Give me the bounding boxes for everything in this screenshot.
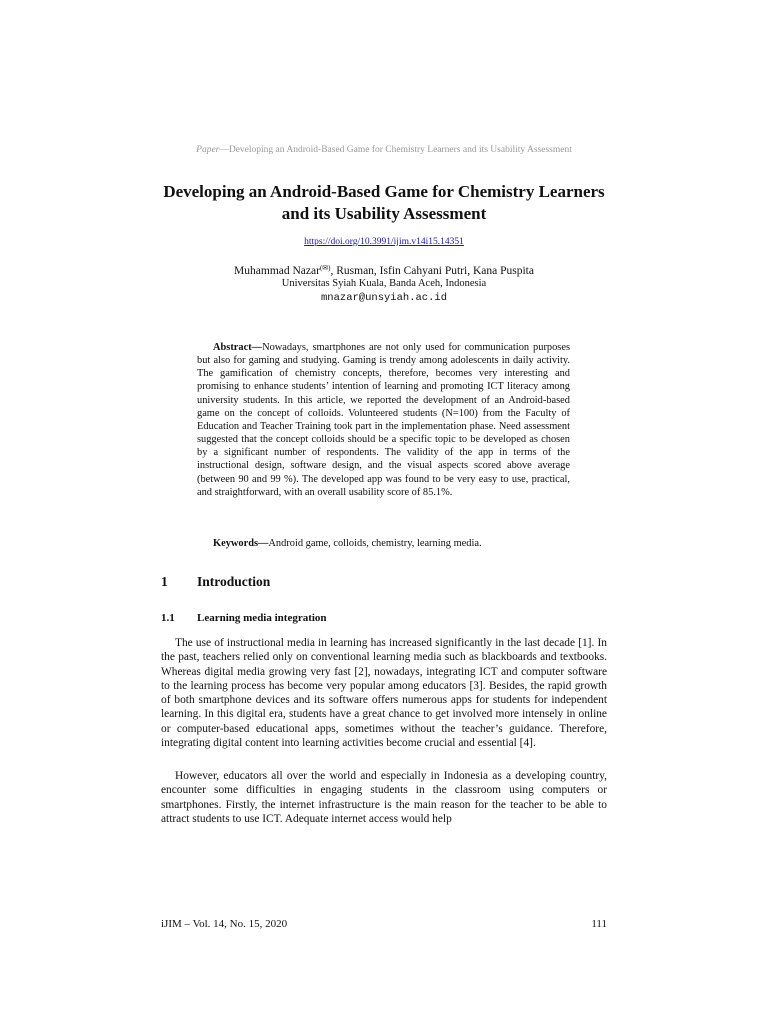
author-email: mnazar@unsyiah.ac.id — [320, 292, 448, 304]
section-title: Introduction — [197, 574, 271, 589]
subsection-heading — [161, 612, 327, 624]
running-head — [0, 145, 768, 155]
subsection-title: Learning media integration — [197, 612, 327, 624]
subsection-number: 1.1 — [161, 612, 175, 624]
section-heading — [161, 574, 270, 590]
corresponding-author: Muhammad Nazar — [234, 265, 320, 277]
keywords — [197, 538, 570, 549]
body-paragraph: The use of instructional media in learning has increased significantly in the last decade [1]. In the past, teachers relied only on conventional learning media such as blackboards and textbooks. Whereas digital media growing very fast [2], nowadays, integrating ICT and computer software to the learning process has become very popular among educators [3]. Besides, the rapid growth of both smartphone devices and its software offers numerous apps for students for independent learning. In this digital era, students have a great chance to get involved more intensely in online or computer-based educational apps, sometimes without the teacher’s guidance. Therefore, integrating digital content into learning activities become crucial and essential [4]. — [161, 637, 607, 750]
keywords-label: Keywords— — [213, 538, 269, 549]
section-number: 1 — [161, 574, 168, 589]
footer-journal: iJIM – Vol. 14, No. 15, 2020 — [161, 918, 288, 930]
abstract-label: Abstract— — [213, 342, 263, 353]
page-number: 111 — [591, 918, 607, 930]
running-head-prefix: Paper — [196, 145, 220, 155]
author-list — [0, 264, 768, 277]
body-paragraph: However, educators all over the world and especially in Indonesia as a developing country, encounter some difficulties in engaging students in the classroom using computers or smartphones. Firstly, the internet infrastructure is the main reason for the teacher to be able to attract students to use ICT. Adequate internet access would help — [161, 770, 607, 825]
affiliation: Universitas Syiah Kuala, Banda Aceh, Indonesia — [281, 278, 487, 289]
envelope-icon: (✉) — [319, 264, 331, 272]
abstract-text: Nowadays, smartphones are not only used for communication purposes but also for gaming and studying. Gaming is trendy among adolescents in daily activity. The gamification of chemistry concepts, therefore, becomes very interesting and promising to enhance students’ intention of learning and promoting ICT literacy among university students. In this article, we reported the development of an Android-based game on the concept of colloids. Volunteered students (N=100) from the Faculty of Education and Teacher Training took part in the implementation phase. Need assessment suggested that the concept colloids should be a specific topic to be developed as chosen by a significant number of respondents. The validity of the app in terms of the instructional design, software design, and the visual aspects scored above average (between 90 and 99 %). The developed app was found to be very easy to use, practical, and straightforward, with an overall usability score of 85.1%. — [197, 342, 570, 498]
doi-link[interactable]: https://doi.org/10.3991/ijim.v14i15.14351 — [304, 237, 464, 247]
running-head-text: —Developing an Android-Based Game for Chemistry Learners and its Usability Assessment — [219, 145, 572, 155]
abstract — [197, 341, 570, 499]
co-authors: , Rusman, Isfin Cahyani Putri, Kana Puspita — [330, 265, 534, 277]
keywords-text: Android game, colloids, chemistry, learning media. — [268, 538, 482, 549]
doi-line — [0, 237, 768, 247]
paper-title: Developing an Android-Based Game for Chemistry Learners and its Usability Assessment — [163, 182, 605, 223]
